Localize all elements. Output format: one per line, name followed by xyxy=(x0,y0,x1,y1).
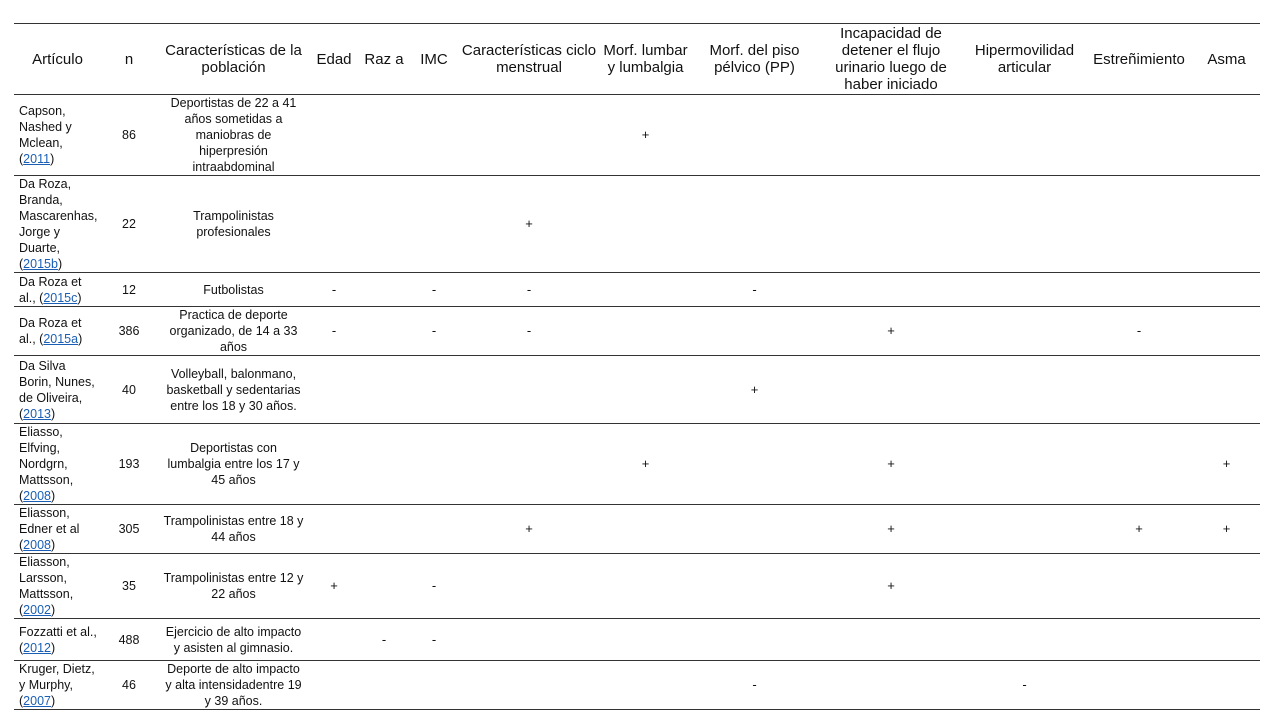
factor-cell-morf-lumbar xyxy=(600,356,691,424)
factor-cell-morf-lumbar xyxy=(600,273,691,307)
factor-cell-morf-piso-pelvico xyxy=(691,505,818,554)
citation-year-link[interactable]: 2002 xyxy=(23,603,51,617)
factor-cell-hipermovilidad xyxy=(964,273,1085,307)
factor-cell-estrenimiento xyxy=(1085,356,1193,424)
factor-cell-imc: - xyxy=(410,554,458,619)
table-row xyxy=(14,95,1260,176)
citation-year-link[interactable]: 2012 xyxy=(23,640,51,655)
factor-cell-edad xyxy=(310,356,358,424)
article-cell: Capson, Nashed y Mclean, (2011) xyxy=(14,95,101,176)
factor-cell-hipermovilidad xyxy=(964,554,1085,619)
factor-cell-incapacidad-flujo xyxy=(818,619,964,661)
factor-cell-estrenimiento xyxy=(1085,424,1193,505)
factor-cell-imc: - xyxy=(410,307,458,356)
table-row xyxy=(14,554,1260,619)
table-row xyxy=(14,424,1260,505)
column-header-n: n xyxy=(101,24,157,95)
article-authors: Kruger, Dietz, y Murphy, xyxy=(19,662,95,692)
factor-cell-morf-piso-pelvico xyxy=(691,307,818,356)
population-cell: Deporte de alto impacto y alta intensidadentre 19 y 39 años. xyxy=(157,661,310,710)
article-cell: Da Silva Borin, Nunes, de Oliveira, (2013) xyxy=(14,356,101,424)
citation-year-link[interactable]: 2015a xyxy=(43,332,79,346)
factor-cell-morf-piso-pelvico: + xyxy=(691,356,818,424)
factor-cell-hipermovilidad xyxy=(964,619,1085,661)
factor-cell-estrenimiento xyxy=(1085,176,1193,273)
factor-cell-morf-piso-pelvico xyxy=(691,95,818,176)
factor-cell-imc xyxy=(410,356,458,424)
factor-cell-estrenimiento xyxy=(1085,661,1193,710)
factor-cell-asma: + xyxy=(1193,424,1260,505)
factor-cell-morf-lumbar xyxy=(600,619,691,661)
sample-size-cell: 488 xyxy=(101,619,157,661)
factor-cell-morf-piso-pelvico xyxy=(691,619,818,661)
factor-cell-asma xyxy=(1193,554,1260,619)
header-row xyxy=(14,24,1260,95)
factor-cell-morf-lumbar xyxy=(600,661,691,710)
factor-cell-edad xyxy=(310,661,358,710)
factor-cell-morf-lumbar xyxy=(600,307,691,356)
factor-cell-raza xyxy=(358,554,410,619)
factor-cell-hipermovilidad xyxy=(964,505,1085,554)
sample-size-cell: 35 xyxy=(101,554,157,619)
factor-cell-ciclo-menstrual: - xyxy=(458,273,600,307)
factor-cell-edad xyxy=(310,619,358,661)
factor-cell-asma xyxy=(1193,307,1260,356)
sample-size-cell: 40 xyxy=(101,356,157,424)
citation-year-link[interactable]: 2007 xyxy=(23,694,51,708)
article-cell: Kruger, Dietz, y Murphy, (2007) xyxy=(14,661,101,710)
table-row xyxy=(14,307,1260,356)
factor-cell-raza xyxy=(358,424,410,505)
factor-cell-hipermovilidad xyxy=(964,176,1085,273)
factor-cell-estrenimiento: + xyxy=(1085,505,1193,554)
factor-cell-ciclo-menstrual xyxy=(458,95,600,176)
article-authors: Capson, Nashed y Mclean, xyxy=(19,104,72,150)
factor-cell-incapacidad-flujo xyxy=(818,95,964,176)
factor-cell-incapacidad-flujo: + xyxy=(818,554,964,619)
factor-cell-morf-piso-pelvico: - xyxy=(691,661,818,710)
factor-cell-morf-lumbar xyxy=(600,176,691,273)
factor-cell-estrenimiento xyxy=(1085,619,1193,661)
factor-cell-hipermovilidad xyxy=(964,424,1085,505)
studies-table xyxy=(14,23,1260,710)
table-row xyxy=(14,176,1260,273)
factor-cell-ciclo-menstrual xyxy=(458,554,600,619)
factor-cell-ciclo-menstrual: + xyxy=(458,505,600,554)
factor-cell-asma xyxy=(1193,95,1260,176)
article-authors: Da Silva Borin, Nunes, de Oliveira, xyxy=(19,358,95,405)
population-cell: Trampolinistas entre 18 y 44 años xyxy=(157,505,310,554)
table-row xyxy=(14,356,1260,424)
column-header-imc: IMC xyxy=(410,24,458,95)
factor-cell-estrenimiento xyxy=(1085,95,1193,176)
article-authors: Eliasson, Edner et al xyxy=(19,506,80,536)
factor-cell-edad xyxy=(310,95,358,176)
factor-cell-ciclo-menstrual xyxy=(458,356,600,424)
factor-cell-hipermovilidad xyxy=(964,95,1085,176)
factor-cell-asma xyxy=(1193,356,1260,424)
factor-cell-morf-lumbar xyxy=(600,505,691,554)
factor-cell-imc xyxy=(410,661,458,710)
factor-cell-edad xyxy=(310,176,358,273)
factor-cell-edad: + xyxy=(310,554,358,619)
article-authors: Da Roza, Branda, Mascarenhas, Jorge y Duarte, xyxy=(19,177,98,255)
column-header-caracteristicas-poblacion: Características de la población xyxy=(157,24,310,95)
factor-cell-incapacidad-flujo: + xyxy=(818,424,964,505)
column-header-morf-piso-pelvico: Morf. del piso pélvico (PP) xyxy=(691,24,818,95)
factor-cell-incapacidad-flujo xyxy=(818,273,964,307)
column-header-estrenimiento: Estreñimiento xyxy=(1085,24,1193,95)
article-cell: Da Roza et al., (2015a) xyxy=(14,307,101,356)
sample-size-cell: 12 xyxy=(101,273,157,307)
column-header-articulo: Artículo xyxy=(14,24,101,95)
article-authors: Eliasson, Larsson, Mattsson, xyxy=(19,555,74,601)
article-cell: Da Roza et al., (2015c) xyxy=(14,273,101,307)
factor-cell-estrenimiento xyxy=(1085,273,1193,307)
citation-year-link[interactable]: 2011 xyxy=(23,152,51,166)
factor-cell-imc xyxy=(410,176,458,273)
factor-cell-incapacidad-flujo: + xyxy=(818,505,964,554)
factor-cell-raza xyxy=(358,661,410,710)
factor-cell-edad xyxy=(310,505,358,554)
table-row xyxy=(14,619,1260,661)
citation-year-link[interactable]: 2013 xyxy=(23,406,51,421)
sample-size-cell: 46 xyxy=(101,661,157,710)
sample-size-cell: 305 xyxy=(101,505,157,554)
factor-cell-incapacidad-flujo xyxy=(818,176,964,273)
factor-cell-incapacidad-flujo xyxy=(818,661,964,710)
column-header-raza: Raz a xyxy=(358,24,410,95)
factor-cell-asma xyxy=(1193,176,1260,273)
factor-cell-imc xyxy=(410,505,458,554)
population-cell: Trampolinistas entre 12 y 22 años xyxy=(157,554,310,619)
factor-cell-imc: - xyxy=(410,273,458,307)
sample-size-cell: 22 xyxy=(101,176,157,273)
factor-cell-ciclo-menstrual: - xyxy=(458,307,600,356)
factor-cell-asma xyxy=(1193,619,1260,661)
factor-cell-incapacidad-flujo xyxy=(818,356,964,424)
population-cell: Trampolinistas profesionales xyxy=(157,176,310,273)
factor-cell-ciclo-menstrual: + xyxy=(458,176,600,273)
table-row xyxy=(14,273,1260,307)
article-cell: Eliasso, Elfving, Nordgrn, Mattsson, (2008) xyxy=(14,424,101,505)
article-authors: Eliasso, Elfving, Nordgrn, Mattsson, xyxy=(19,425,74,487)
column-header-hipermovilidad: Hipermovilidad articular xyxy=(964,24,1085,95)
factor-cell-imc xyxy=(410,95,458,176)
article-cell: Da Roza, Branda, Mascarenhas, Jorge y Duarte, (2015b) xyxy=(14,176,101,273)
factor-cell-ciclo-menstrual xyxy=(458,424,600,505)
article-authors: Fozzatti et al., xyxy=(19,624,97,639)
column-header-edad: Edad xyxy=(310,24,358,95)
population-cell: Futbolistas xyxy=(157,273,310,307)
article-cell: Eliasson, Edner et al (2008) xyxy=(14,505,101,554)
population-cell: Deportistas con lumbalgia entre los 17 y 45 años xyxy=(157,424,310,505)
citation-year-link[interactable]: 2008 xyxy=(23,489,51,503)
article-authors: Da Roza et al., xyxy=(19,316,82,346)
table-row xyxy=(14,661,1260,710)
article-authors: Da Roza et al., xyxy=(19,274,82,305)
column-header-asma: Asma xyxy=(1193,24,1260,95)
factor-cell-raza xyxy=(358,307,410,356)
column-header-incapacidad-flujo: Incapacidad de detener el flujo urinario luego de haber iniciado xyxy=(818,24,964,95)
factor-cell-ciclo-menstrual xyxy=(458,661,600,710)
factor-cell-estrenimiento xyxy=(1085,554,1193,619)
factor-cell-raza xyxy=(358,176,410,273)
factor-cell-estrenimiento: - xyxy=(1085,307,1193,356)
factor-cell-raza xyxy=(358,356,410,424)
sample-size-cell: 386 xyxy=(101,307,157,356)
factor-cell-raza xyxy=(358,95,410,176)
factor-cell-asma xyxy=(1193,273,1260,307)
citation-year-link[interactable]: 2008 xyxy=(23,538,51,552)
factor-cell-edad: - xyxy=(310,307,358,356)
table-body xyxy=(14,95,1260,710)
population-cell: Ejercicio de alto impacto y asisten al gimnasio. xyxy=(157,619,310,661)
factor-cell-imc: - xyxy=(410,619,458,661)
factor-cell-edad xyxy=(310,424,358,505)
factor-cell-morf-lumbar: + xyxy=(600,95,691,176)
factor-cell-morf-piso-pelvico xyxy=(691,554,818,619)
column-header-morf-lumbar: Morf. lumbar y lumbalgia xyxy=(600,24,691,95)
population-cell: Practica de deporte organizado, de 14 a 33 años xyxy=(157,307,310,356)
article-cell: Fozzatti et al., (2012) xyxy=(14,619,101,661)
population-cell: Deportistas de 22 a 41 años sometidas a maniobras de hiperpresión intraabdominal xyxy=(157,95,310,176)
population-cell: Volleyball, balonmano, basketball y sedentarias entre los 18 y 30 años. xyxy=(157,356,310,424)
factor-cell-morf-piso-pelvico xyxy=(691,176,818,273)
citation-year-link[interactable]: 2015c xyxy=(43,290,78,305)
factor-cell-raza xyxy=(358,273,410,307)
sample-size-cell: 193 xyxy=(101,424,157,505)
factor-cell-hipermovilidad xyxy=(964,356,1085,424)
factor-cell-edad: - xyxy=(310,273,358,307)
factor-cell-morf-lumbar xyxy=(600,554,691,619)
factor-cell-morf-lumbar: + xyxy=(600,424,691,505)
factor-cell-raza: - xyxy=(358,619,410,661)
article-cell: Eliasson, Larsson, Mattsson, (2002) xyxy=(14,554,101,619)
factor-cell-asma xyxy=(1193,661,1260,710)
factor-cell-hipermovilidad: - xyxy=(964,661,1085,710)
factor-cell-asma: + xyxy=(1193,505,1260,554)
sample-size-cell: 86 xyxy=(101,95,157,176)
citation-year-link[interactable]: 2015b xyxy=(23,257,58,271)
factor-cell-ciclo-menstrual xyxy=(458,619,600,661)
factor-cell-morf-piso-pelvico: - xyxy=(691,273,818,307)
factor-cell-imc xyxy=(410,424,458,505)
factor-cell-incapacidad-flujo: + xyxy=(818,307,964,356)
factor-cell-morf-piso-pelvico xyxy=(691,424,818,505)
factor-cell-raza xyxy=(358,505,410,554)
table-row xyxy=(14,505,1260,554)
factor-cell-hipermovilidad xyxy=(964,307,1085,356)
column-header-ciclo-menstrual: Características ciclo menstrual xyxy=(458,24,600,95)
